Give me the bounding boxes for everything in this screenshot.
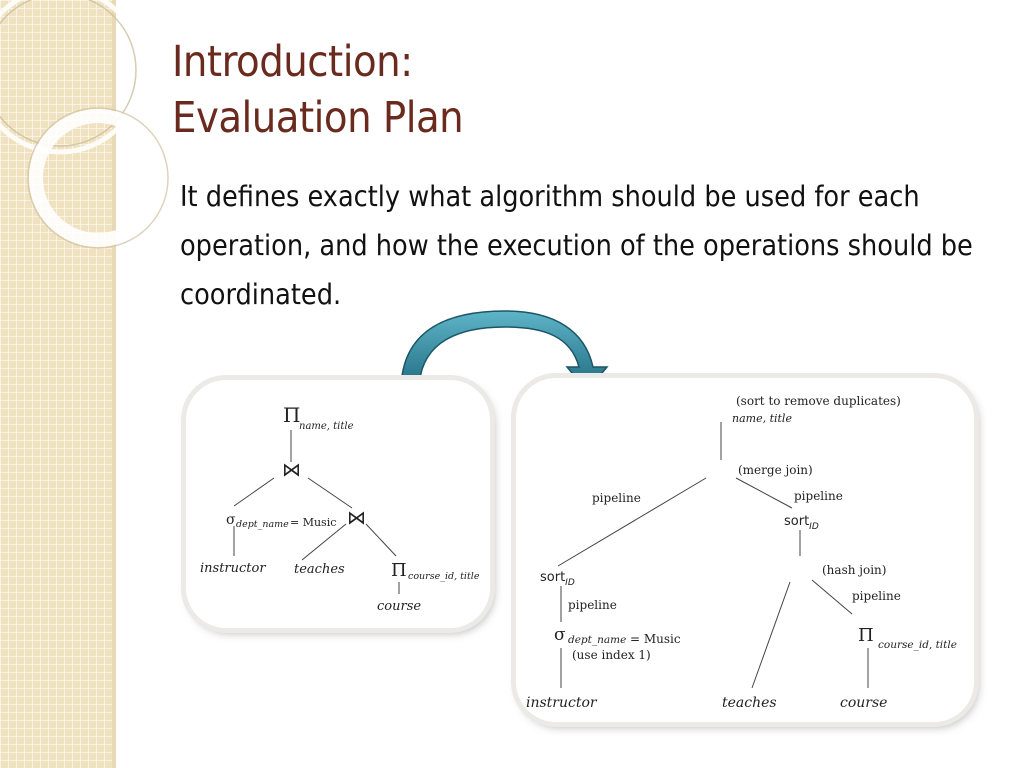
right-sigma-condition: = Music	[630, 632, 681, 646]
right-sigma-subscript: dept_name	[568, 634, 627, 646]
left-pi-subscript: name, title	[299, 421, 354, 432]
decorative-rings	[0, 0, 180, 260]
right-pipeline-lower-right: pipeline	[852, 589, 901, 603]
title-line-1: Introduction:	[172, 37, 413, 87]
left-pi2-subscript: course_id, title	[408, 571, 480, 582]
right-pi2-symbol: Π	[858, 625, 874, 646]
right-pi-subscript: name, title	[732, 412, 792, 425]
right-instructor-label: instructor	[526, 695, 597, 711]
ring-small	[36, 116, 160, 240]
left-sigma-condition: = Music	[290, 516, 337, 529]
right-course-label: course	[840, 695, 888, 711]
ring-small-shade	[28, 108, 168, 248]
left-pi2-symbol: Π	[391, 560, 407, 581]
left-sigma-symbol: σ	[226, 512, 236, 528]
right-sort-upper: sort$_{ID}$	[784, 514, 819, 532]
right-pipeline-right: pipeline	[794, 489, 843, 503]
right-evaluation-plan-panel	[516, 378, 974, 722]
right-hash-join-label: (hash join)	[822, 563, 887, 577]
right-pi-note: (sort to remove duplicates)	[736, 394, 901, 408]
left-instructor-label: instructor	[200, 561, 266, 576]
right-use-index: (use index 1)	[572, 648, 651, 662]
right-sort-lower: sort$_{ID}$	[540, 570, 575, 588]
left-expression-tree	[186, 380, 490, 628]
left-pi-symbol: Π	[283, 403, 301, 427]
left-join-inner-icon: ⋈	[347, 507, 366, 529]
right-pi2-subscript: course_id, title	[878, 639, 957, 651]
right-teaches-label: teaches	[722, 695, 777, 711]
left-teaches-label: teaches	[294, 562, 345, 577]
left-expression-tree-panel	[186, 380, 490, 628]
slide-body-text: It defines exactly what algorithm should be used for each operation, and how the execution of the operations should be coordinated.	[180, 180, 973, 311]
right-pipeline-left: pipeline	[592, 491, 641, 505]
left-sigma-subscript: dept_name	[236, 519, 289, 530]
right-pipeline-lower-left: pipeline	[568, 598, 617, 612]
right-merge-join-label: (merge join)	[738, 463, 813, 477]
right-evaluation-plan	[516, 378, 974, 722]
title-line-2: Evaluation Plan	[172, 93, 464, 143]
left-join-top-icon: ⋈	[282, 459, 301, 481]
left-course-label: course	[377, 599, 422, 614]
slide-title	[172, 34, 463, 146]
right-sigma-symbol: σ	[554, 625, 566, 645]
